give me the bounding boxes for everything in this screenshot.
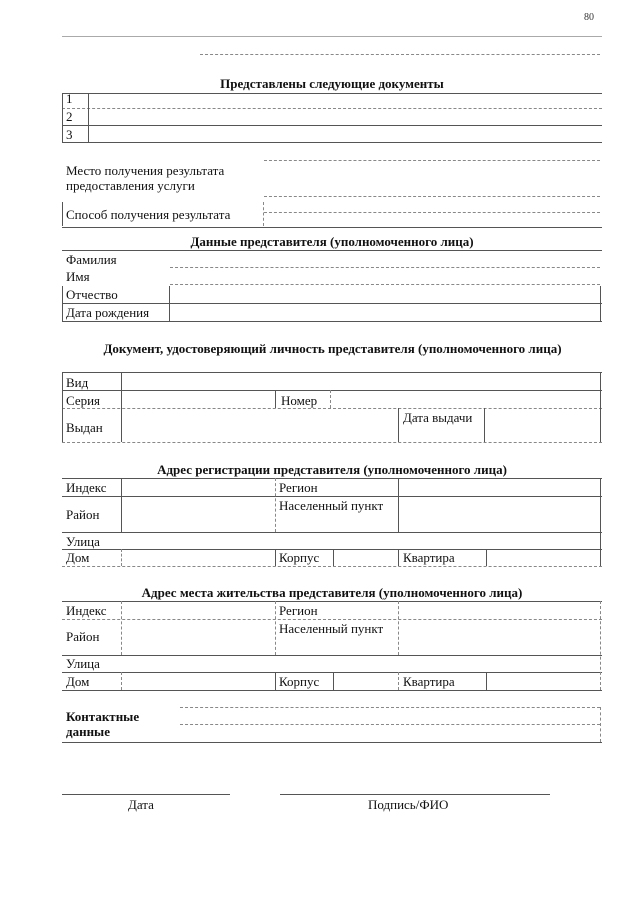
id-issued-by-label: Выдан [66,420,103,435]
res-apartment-label: Квартира [403,674,455,689]
res-col-sep-3 [398,601,399,655]
surname-field[interactable] [174,251,598,267]
doc-left-edge [62,93,63,142]
id-issue-date-label: Дата выдачи [403,410,473,425]
reg-col-sep-6 [486,549,487,566]
result-method-sep [263,202,264,226]
res-district-label: Район [66,629,100,644]
doc-row-1-number: 1 [66,91,73,106]
contacts-label: Контактные данные [66,709,140,739]
id-document-title: Документ, удостоверяющий личность представителя (уполномоченного лица) [103,341,562,356]
reg-line-4 [62,566,602,567]
res-index-label: Индекс [66,603,107,618]
res-line-4 [62,690,602,691]
res-apartment-field[interactable] [490,673,598,689]
reg-col-sep-2 [275,478,276,532]
name-label: Имя [66,269,90,284]
surname-label: Фамилия [66,252,117,267]
contacts-line-1 [180,707,600,708]
page-number: 80 [584,12,594,23]
signature-label: Подпись/ФИО [368,797,449,812]
reg-locality-label: Населенный пункт [279,498,384,513]
res-address-title: Адрес места жительства представителя (уполномоченного лица) [141,585,523,600]
id-col-sep [121,372,122,442]
reg-address-title: Адрес регистрации представителя (уполномоченного лица) [157,462,507,477]
contacts-field[interactable] [184,710,598,738]
res-col-sep-1b [121,672,122,690]
document-1-field[interactable] [92,93,598,109]
res-street-label: Улица [66,656,100,671]
top-rule [62,36,602,37]
res-col-sep-2 [275,601,276,655]
reg-house-label: Дом [66,550,90,565]
rep-left-edge [62,286,63,321]
reg-locality-field[interactable] [402,500,598,528]
top-rule-dashed [200,54,600,55]
id-right-edge [600,372,601,442]
reg-building-label: Корпус [279,550,320,565]
id-number-label: Номер [281,393,318,408]
reg-col-sep-3 [398,478,399,532]
res-line-1 [62,619,602,620]
reg-street-label: Улица [66,534,100,549]
res-index-field[interactable] [126,602,272,618]
rep-right-edge [600,286,601,321]
doc-line-3 [62,142,602,143]
result-place-field[interactable] [268,168,598,192]
id-line-2 [62,408,602,409]
doc-col-sep [88,93,89,142]
name-field[interactable] [174,268,598,284]
res-region-label: Регион [279,603,318,618]
document-3-field[interactable] [92,126,598,142]
result-place-label: Место получения результата предоставления услуги [66,163,225,193]
reg-right-edge [600,478,601,566]
birth-date-field[interactable] [174,304,598,320]
reg-house-field[interactable] [126,550,272,566]
id-line-3 [62,442,602,443]
patronymic-label: Отчество [66,287,118,302]
id-number-value-sep [330,390,331,408]
reg-index-field[interactable] [126,479,272,495]
id-series-field[interactable] [126,391,272,407]
id-type-label: Вид [66,375,89,390]
patronymic-field[interactable] [174,286,598,302]
result-method-left [62,202,63,226]
res-locality-field[interactable] [402,623,598,651]
date-line [62,794,230,795]
reg-region-label: Регион [279,480,318,495]
id-issue-date-field[interactable] [488,412,598,438]
doc-row-3-number: 3 [66,127,73,142]
id-series-label: Серия [66,393,101,408]
id-date-sep [398,408,399,442]
reg-district-field[interactable] [126,500,272,528]
rep-line-2 [170,284,600,285]
representative-title: Данные представителя (уполномоченного лица) [190,234,474,249]
res-building-label: Корпус [279,674,320,689]
documents-title: Представлены следующие документы [220,76,444,91]
reg-region-field[interactable] [402,479,598,495]
date-label: Дата [128,797,154,812]
id-number-sep [275,390,276,408]
res-district-field[interactable] [126,623,272,651]
res-col-sep-2b [275,672,276,690]
res-col-sep-5 [398,672,399,690]
res-street-field[interactable] [126,656,598,672]
reg-district-label: Район [66,507,100,522]
contacts-line-3 [62,742,602,743]
rep-col-sep [169,286,170,321]
contacts-right-edge [600,707,601,742]
result-method-bottom [62,227,602,228]
reg-apartment-label: Квартира [403,550,455,565]
id-date-value-sep [484,408,485,442]
reg-street-field[interactable] [126,533,598,549]
reg-col-sep-1b [121,549,122,566]
res-locality-label: Населенный пункт [279,621,384,636]
id-left-edge [62,372,63,442]
res-house-label: Дом [66,674,90,689]
doc-row-2-number: 2 [66,109,73,124]
id-number-field[interactable] [334,391,598,407]
reg-apartment-field[interactable] [490,550,598,566]
res-region-field[interactable] [402,602,598,618]
res-col-sep-4 [333,672,334,690]
res-building-field[interactable] [337,673,395,689]
reg-building-field[interactable] [337,550,395,566]
result-place-top [264,160,600,161]
reg-col-sep-4 [333,549,334,566]
reg-line-1 [62,496,602,497]
id-type-field[interactable] [126,373,598,389]
res-house-field[interactable] [126,673,272,689]
result-method-field[interactable] [268,206,598,222]
document-2-field[interactable] [92,109,598,125]
reg-col-sep-5 [398,549,399,566]
birth-date-label: Дата рождения [66,305,150,320]
res-right-edge [600,601,601,690]
date-field[interactable] [62,777,230,793]
reg-col-sep-1 [121,478,122,532]
signature-line [280,794,550,795]
reg-col-sep-2b [275,549,276,566]
result-method-label: Способ получения результата [66,207,231,222]
result-place-bottom [264,196,600,197]
res-col-sep-1 [121,601,122,655]
id-issued-by-field[interactable] [126,412,394,438]
res-col-sep-6 [486,672,487,690]
signature-field[interactable] [280,777,550,793]
rep-line-4 [62,321,602,322]
reg-index-label: Индекс [66,480,107,495]
